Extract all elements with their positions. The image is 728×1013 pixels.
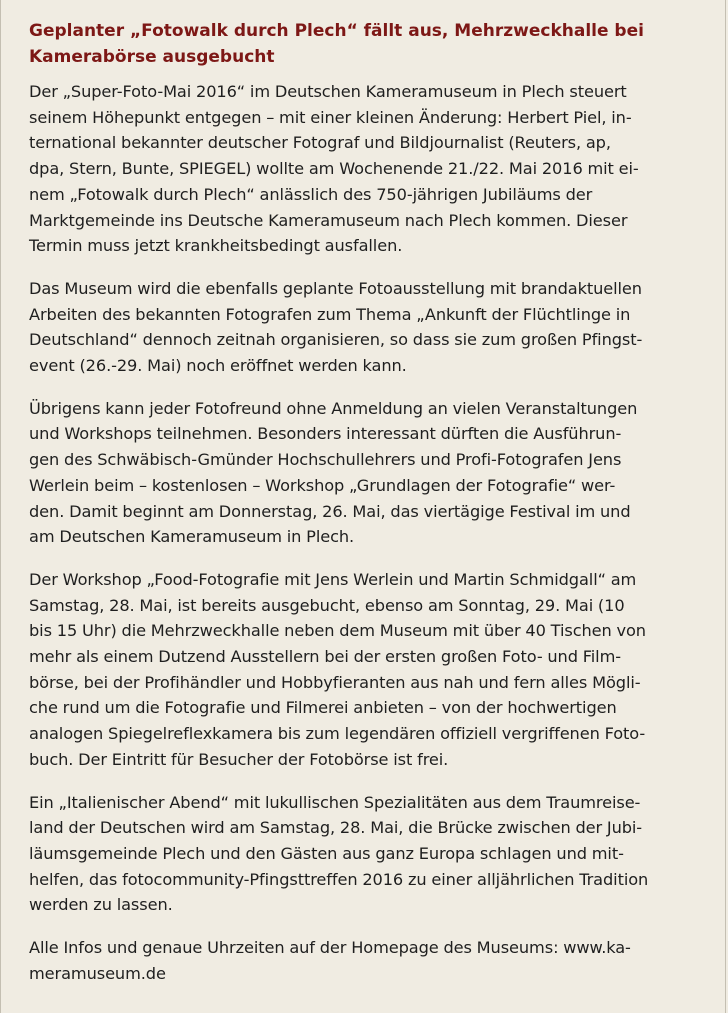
text-line: Das Museum wird die ebenfalls geplante Fotoausstellung mit brandaktuellen xyxy=(29,278,642,298)
paragraph-6 xyxy=(29,935,697,986)
text-line: Alle Infos und genaue Uhrzeiten auf der Homepage des Museums: www.ka- xyxy=(29,938,631,958)
text-line: event (26.-29. Mai) noch eröffnet werden kann. xyxy=(29,356,407,376)
paragraph-2 xyxy=(29,276,697,379)
paragraph-4 xyxy=(29,567,697,773)
paragraph-5 xyxy=(29,790,697,919)
text-line: Marktgemeinde ins Deutsche Kameramuseum nach Plech kommen. Dieser xyxy=(29,210,628,230)
text-line: ternational bekannter deutscher Fotograf und Bildjournalist (Reuters, ap, xyxy=(29,133,611,153)
text-line: Samstag, 28. Mai, ist bereits ausgebucht, ebenso am Sonntag, 29. Mai (10 xyxy=(29,595,625,615)
text-line: werden zu lassen. xyxy=(29,895,173,915)
text-line: Arbeiten des bekannten Fotografen zum Thema „Ankunft der Flüchtlinge in xyxy=(29,304,631,324)
text-line: läumsgemeinde Plech und den Gästen aus ganz Europa schlagen und mit- xyxy=(29,843,624,863)
text-line: Termin muss jetzt krankheitsbedingt ausfallen. xyxy=(29,236,403,256)
headline-line: Kamerabörse ausgebucht xyxy=(29,47,275,67)
text-line: Ein „Italienischer Abend“ mit lukullischen Spezialitäten aus dem Traumreise- xyxy=(29,792,641,812)
text-line: den. Damit beginnt am Donnerstag, 26. Mai, das viertägige Festival im und xyxy=(29,501,631,521)
text-line: gen des Schwäbisch-Gmünder Hochschullehrers und Profi-Fotografen Jens xyxy=(29,450,622,470)
text-line: dpa, Stern, Bunte, SPIEGEL) wollte am Wochenende 21./22. Mai 2016 mit ei- xyxy=(29,159,639,179)
text-line: helfen, das fotocommunity-Pfingsttreffen 2016 zu einer alljährlichen Tradition xyxy=(29,869,649,889)
text-line: Der „Super-Foto-Mai 2016“ im Deutschen Kameramuseum in Plech steuert xyxy=(29,82,627,101)
paragraph-3 xyxy=(29,396,697,550)
text-line: Übrigens kann jeder Fotofreund ohne Anmeldung an vielen Veranstaltungen xyxy=(29,398,638,418)
text-line: buch. Der Eintritt für Besucher der Fotobörse ist frei. xyxy=(29,749,449,769)
text-line: und Workshops teilnehmen. Besonders interessant dürften die Ausführun- xyxy=(29,424,622,444)
text-line: meramuseum.de xyxy=(29,963,166,983)
text-line: seinem Höhepunkt entgegen – mit einer kleinen Änderung: Herbert Piel, in- xyxy=(29,107,632,127)
text-line: am Deutschen Kameramuseum in Plech. xyxy=(29,527,355,547)
text-line: Werlein beim – kostenlosen – Workshop „Grundlagen der Fotografie“ wer- xyxy=(29,475,616,495)
text-line: mehr als einem Dutzend Ausstellern bei der ersten großen Foto- und Film- xyxy=(29,647,621,667)
text-line: bis 15 Uhr) die Mehrzweckhalle neben dem Museum mit über 40 Tischen von xyxy=(29,621,646,641)
text-line: che rund um die Fotografie und Filmerei anbieten – von der hochwertigen xyxy=(29,698,617,718)
text-line: nem „Fotowalk durch Plech“ anlässlich des 750-jährigen Jubiläums der xyxy=(29,184,593,204)
text-line: Deutschland“ dennoch zeitnah organisieren, so dass sie zum großen Pfingst- xyxy=(29,330,643,350)
headline-line: Geplanter „Fotowalk durch Plech“ fällt aus, Mehrzweckhalle bei xyxy=(29,21,644,41)
text-line: analogen Spiegelreflexkamera bis zum legendären offiziell vergriffenen Foto- xyxy=(29,724,646,744)
text-line: börse, bei der Profihändler und Hobbyfieranten aus nah und fern alles Mögli- xyxy=(29,672,641,692)
article-headline xyxy=(29,18,697,70)
paragraph-1 xyxy=(29,79,697,259)
text-line: land der Deutschen wird am Samstag, 28. Mai, die Brücke zwischen der Jubi- xyxy=(29,818,643,838)
text-line: Der Workshop „Food-Fotografie mit Jens Werlein und Martin Schmidgall“ am xyxy=(29,569,637,589)
